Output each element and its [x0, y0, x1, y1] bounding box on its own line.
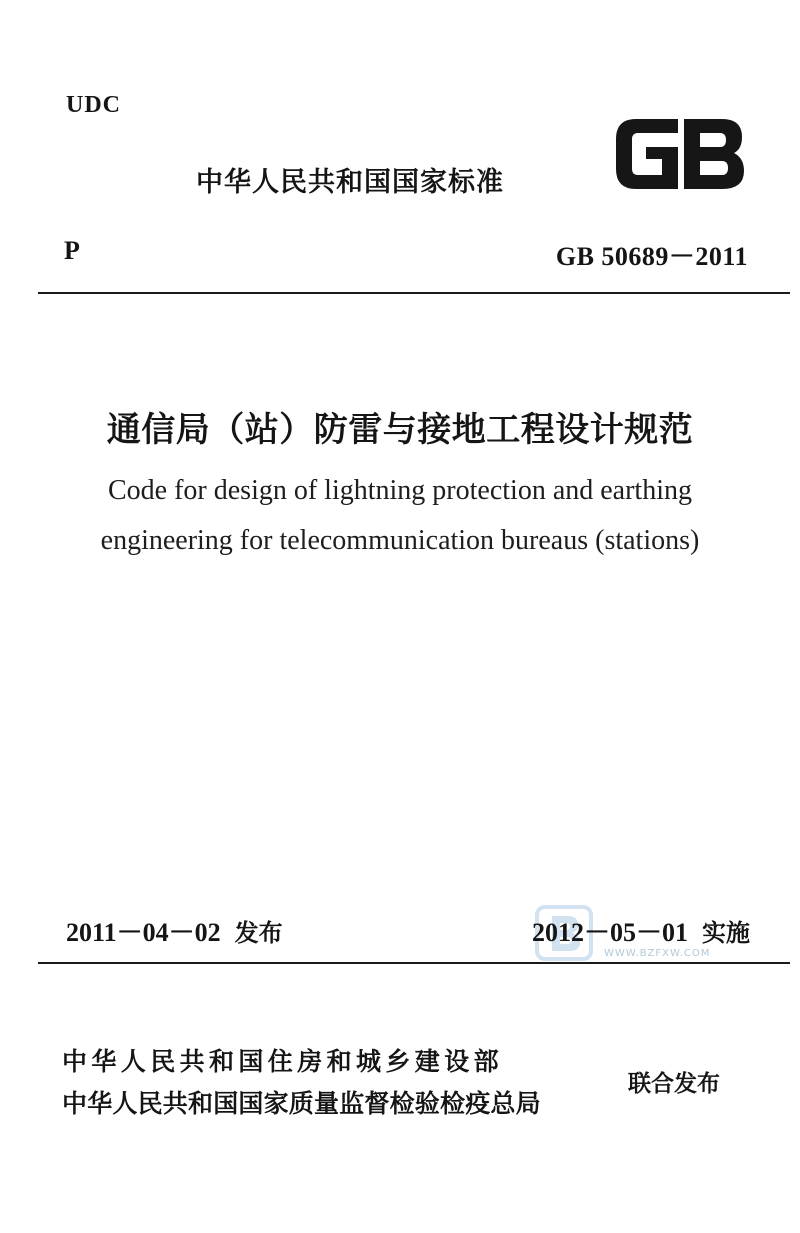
issue-date: 2011－04－02: [66, 918, 221, 947]
classification-code: P: [64, 236, 80, 265]
issuer-aqsiq: 中华人民共和国国家质量监督检验检疫总局: [62, 1089, 541, 1118]
gb-logo: [608, 113, 750, 195]
udc-label: UDC: [66, 92, 121, 118]
issuer-ministry: 中华人民共和国住房和城乡建设部: [62, 1047, 504, 1076]
title-english-line1: Code for design of lightning protection and earthing: [108, 475, 692, 506]
national-standard-heading: 中华人民共和国国家标准: [196, 167, 504, 198]
joint-issue-label: 联合发布: [628, 1071, 720, 1097]
title-english-line2: engineering for telecommunication bureaus (stations): [100, 525, 700, 556]
watermark-text: WWW.BZFXW.COM: [604, 948, 711, 959]
title-chinese: 通信局（站）防雷与接地工程设计规范: [106, 410, 694, 450]
issue-label: 发布: [234, 919, 283, 947]
implementation-date-block: [532, 912, 750, 949]
bottom-divider: [38, 962, 790, 964]
issue-date-block: [66, 912, 283, 949]
standard-number: GB 50689－2011: [555, 242, 748, 271]
implementation-date: 2012－05－01: [531, 918, 688, 947]
implementation-label: 实施: [702, 919, 750, 947]
top-divider: [38, 292, 790, 294]
